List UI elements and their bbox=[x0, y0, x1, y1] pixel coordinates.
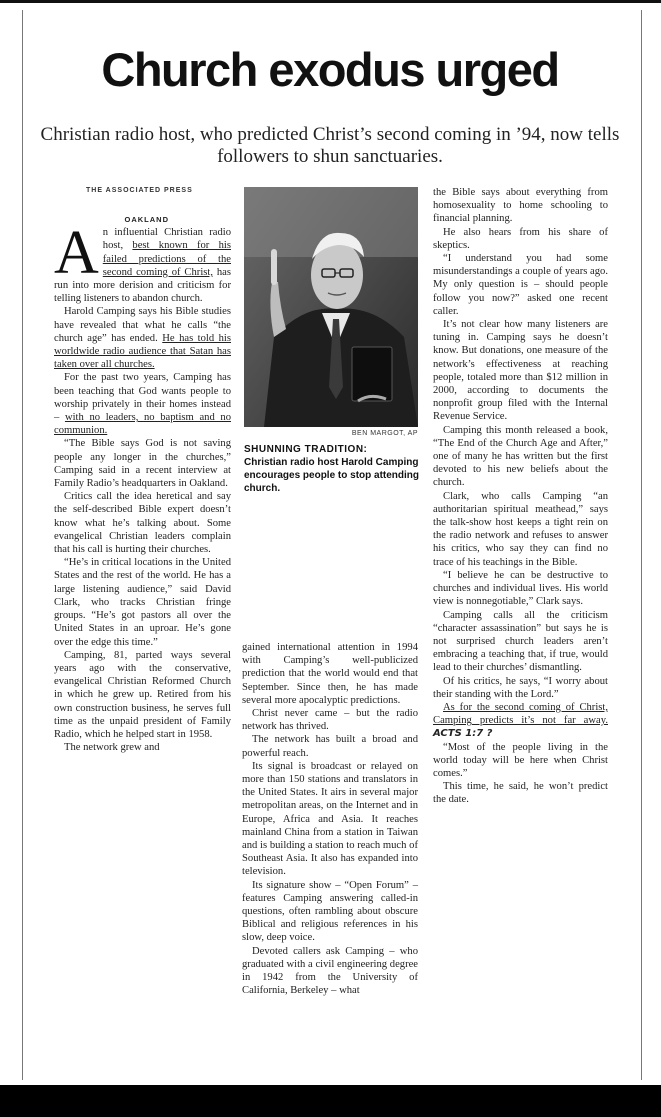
col3-paragraph: the Bible says about everything from homosexuality to home schooling to financial planning. bbox=[433, 187, 608, 225]
drop-cap: A bbox=[54, 219, 99, 288]
col2-paragraph: Christ never came – but the radio network has thrived. bbox=[242, 708, 418, 733]
underlined-text: As for the second coming of Christ, Camping predicts it’s not far away. bbox=[433, 701, 608, 727]
underlined-text: with no leaders, no baptism and no communion. bbox=[54, 412, 231, 437]
col2-paragraph: Its signature show – “Open Forum” – features Camping answering called-in questions, often rambling about obscure Biblical and religious references in his slow, deep voice. bbox=[242, 879, 418, 944]
underlined-text: He has told his worldwide radio audience that Satan has taken over all churches. bbox=[54, 332, 232, 371]
col3-paragraph: “Most of the people living in the world today will be here when Christ comes.” bbox=[433, 741, 608, 779]
caption-kicker: SHUNNING TRADITION: bbox=[244, 444, 368, 455]
caption-text: Christian radio host Harold Camping encourages people to stop attending church. bbox=[244, 457, 420, 494]
col2-paragraph: The network has built a broad and powerful reach. bbox=[242, 734, 418, 759]
dateline: OAKLAND bbox=[124, 215, 169, 224]
agency-credit: THE ASSOCIATED PRESS bbox=[86, 187, 193, 194]
photo-caption bbox=[244, 443, 422, 495]
headline: Church exodus urged bbox=[101, 43, 559, 96]
col3-paragraph: It’s not clear how many listeners are tuning in. Camping says he doesn’t know. But donations, one measure of the network’s effectiveness at reaching people, totaled more than $12 million in 2000, according to documents the nonprofit group filed with the Internal Revenue Service. bbox=[433, 319, 608, 423]
handwritten-annotation: ACTS 1:7 ? bbox=[433, 728, 493, 740]
col2-paragraph: Devoted callers ask Camping – who graduated with a civil engineering degree in 1942 from the University of California, Berkeley – what bbox=[242, 945, 418, 997]
col3-paragraph bbox=[433, 701, 608, 741]
col1-paragraph: The network grew and bbox=[64, 742, 160, 754]
col3-paragraph: Camping this month released a book, “The End of the Church Age and After,” one of many he has written but the first devoted to his new beliefs about the church. bbox=[433, 424, 608, 489]
col3-paragraph: Clark, who calls Camping “an authoritarian spiritual meathead,” says the talk-show host keeps a tight rein on the radio network and refuses to answer his critics, who say they can find no trace of his teachings in the Bible. bbox=[433, 490, 608, 568]
deck: Christian radio host, who predicted Christ’s second coming in ’94, now tells followers to shun sanctuaries. bbox=[40, 124, 620, 167]
portrait-illustration bbox=[244, 187, 418, 427]
photo-harold-camping bbox=[244, 187, 418, 427]
col2-paragraph: gained international attention in 1994 with Camping’s well-publicized prediction that the world would end that September. Since then, he has made several more apocalyptic predictions. bbox=[242, 642, 418, 706]
col1-paragraph: Camping, 81, parted ways several years ago with the conservative, evangelical Christian Reformed Church in which he grew up. Retired from his own construction business, he serves full time as the unpaid president of Family Radio, which he helped start in 1958. bbox=[54, 649, 231, 740]
col3-paragraph: “I believe he can be destructive to churches and individual lives. His world view is nonnegotiable,” Clark says. bbox=[433, 569, 608, 608]
col3-paragraph: He also hears from his share of skeptics. bbox=[433, 226, 608, 251]
photo-credit: BEN MARGOT, AP bbox=[351, 430, 418, 437]
col1-paragraph: An influential Christian radio host, best known for his failed predictions of the second coming of Christ, has run into more derision and criticism for telling listeners to abandon church. bbox=[54, 219, 231, 305]
bottom-black-bar bbox=[0, 1085, 661, 1117]
col1-paragraph: Harold Camping says his Bible studies have revealed that what he calls “the church age” has ended. He has told his worldwide radio audience that Satan has taken over all churches. bbox=[54, 306, 232, 371]
top-border bbox=[0, 0, 661, 3]
col1-paragraph: Critics call the idea heretical and say the self-described Bible expert doesn’t know what he’s talking about. Some evangelical Christian leaders complain that his call is hurting their churches. bbox=[54, 491, 231, 556]
col3-paragraph: “I understand you had some misunderstandings a couple of years ago. My only question is – should people follow you now?” asked one recent caller. bbox=[433, 253, 608, 317]
col1-paragraph: “The Bible says God is not saving people any longer in the churches,” Camping said in a recent interview at Family Radio’s headquarters in Oakland. bbox=[54, 438, 231, 490]
underlined-text: best known for his failed predictions of the second coming of Christ, bbox=[102, 240, 231, 278]
col3-paragraph: Camping calls all the criticism “character assassination” but says he is not surprised church leaders aren’t embracing a teaching that, if true, would lead to their churches’ dismantling. bbox=[433, 609, 608, 674]
column-3 bbox=[433, 186, 608, 807]
col1-paragraph: “He’s in critical locations in the United States and the rest of the world. He has a large listening audience,” said David Clark, who tracks Christian fringe groups. “He’s got pastors all over the United States in an uproar. He’s gone over the edge this time.” bbox=[54, 557, 231, 648]
column-1 bbox=[54, 213, 231, 754]
col2-paragraph: Its signal is broadcast or relayed on more than 150 stations and translators in the United States. It airs in several major metropolitan areas, on the Internet and in Europe, Africa and Asia. It reaches mainland China from a station in Taiwan and is building a station to reach much of Southeast Asia. It also has expanded into television. bbox=[242, 760, 418, 878]
column-2 bbox=[242, 641, 418, 997]
col3-paragraph: This time, he said, he won’t predict the date. bbox=[433, 781, 608, 806]
col1-paragraph: For the past two years, Camping has been teaching that God wants people to worship privately in their homes instead – with no leaders, no baptism and no communion. bbox=[54, 372, 231, 437]
col3-paragraph: Of his critics, he says, “I worry about their standing with the Lord.” bbox=[433, 675, 608, 700]
